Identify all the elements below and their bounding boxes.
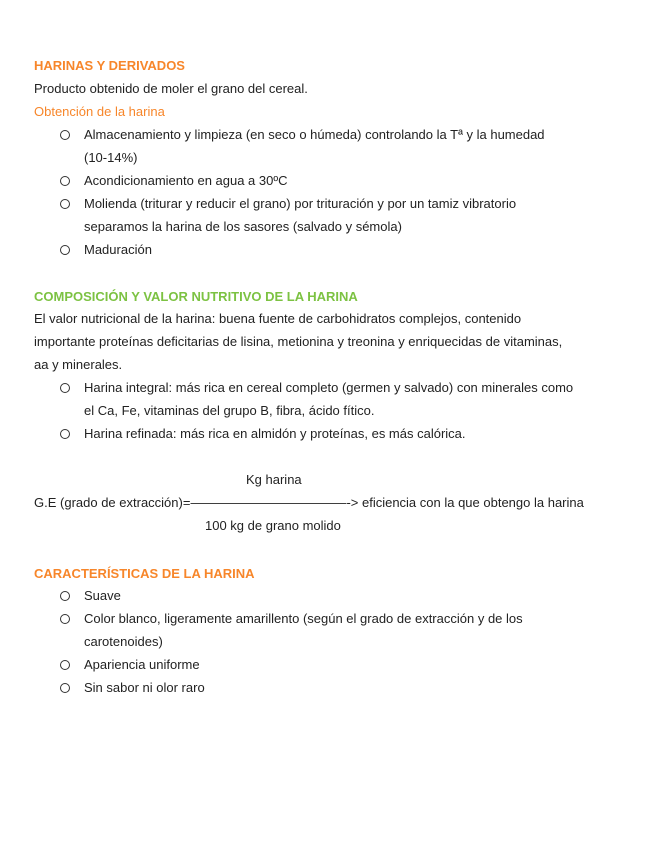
section-heading-harinas: HARINAS Y DERIVADOS xyxy=(34,58,185,73)
list-item-text: Harina integral: más rica en cereal completo (germen y salvado) con minerales como xyxy=(84,380,574,395)
list-item-text: Sin sabor ni olor raro xyxy=(84,680,205,695)
list-item-text-cont: el Ca, Fe, vitaminas del grupo B, fibra, ácido fítico. xyxy=(84,403,375,418)
formula-denominator: 100 kg de grano molido xyxy=(205,518,341,533)
list-item-text: Suave xyxy=(84,588,121,603)
subheading-obtencion: Obtención de la harina xyxy=(34,104,165,119)
intro-text: Producto obtenido de moler el grano del cereal. xyxy=(34,81,308,96)
paragraph-line: El valor nutricional de la harina: buena fuente de carbohidratos complejos, contenido xyxy=(34,311,522,326)
list-item-text: Maduración xyxy=(84,242,152,257)
circle-bullet-icon xyxy=(60,614,70,624)
circle-bullet-icon xyxy=(60,591,70,601)
list-item-text: Apariencia uniforme xyxy=(84,657,200,672)
paragraph-line: aa y minerales. xyxy=(34,357,123,372)
circle-bullet-icon xyxy=(60,683,70,693)
list-item-text: Acondicionamiento en agua a 30ºC xyxy=(84,173,288,188)
section-heading-composicion: COMPOSICIÓN Y VALOR NUTRITIVO DE LA HARINA xyxy=(34,289,358,304)
list-item-text: Molienda (triturar y reducir el grano) por trituración y por un tamiz vibratorio xyxy=(84,196,517,211)
list-item-text-cont: carotenoides) xyxy=(84,634,163,649)
list-item-text: Color blanco, ligeramente amarillento (según el grado de extracción y de los xyxy=(84,611,523,626)
circle-bullet-icon xyxy=(60,130,70,140)
circle-bullet-icon xyxy=(60,383,70,393)
circle-bullet-icon xyxy=(60,176,70,186)
circle-bullet-icon xyxy=(60,429,70,439)
circle-bullet-icon xyxy=(60,245,70,255)
circle-bullet-icon xyxy=(60,199,70,209)
formula-numerator: Kg harina xyxy=(246,472,302,487)
list-item-text: Harina refinada: más rica en almidón y proteínas, es más calórica. xyxy=(84,426,466,441)
circle-bullet-icon xyxy=(60,660,70,670)
list-item-text-cont: separamos la harina de los sasores (salvado y sémola) xyxy=(84,219,402,234)
formula-main: G.E (grado de extracción)=————————————-> eficiencia con la que obtengo la harina xyxy=(34,495,584,510)
list-item-text-cont: (10-14%) xyxy=(84,150,138,165)
paragraph-line: importante proteínas deficitarias de lisina, metionina y treonina y enriquecidas de vitaminas, xyxy=(34,334,563,349)
list-item-text: Almacenamiento y limpieza (en seco o húmeda) controlando la Tª y la humedad xyxy=(84,127,545,142)
section-heading-caracteristicas: CARACTERÍSTICAS DE LA HARINA xyxy=(34,566,255,581)
